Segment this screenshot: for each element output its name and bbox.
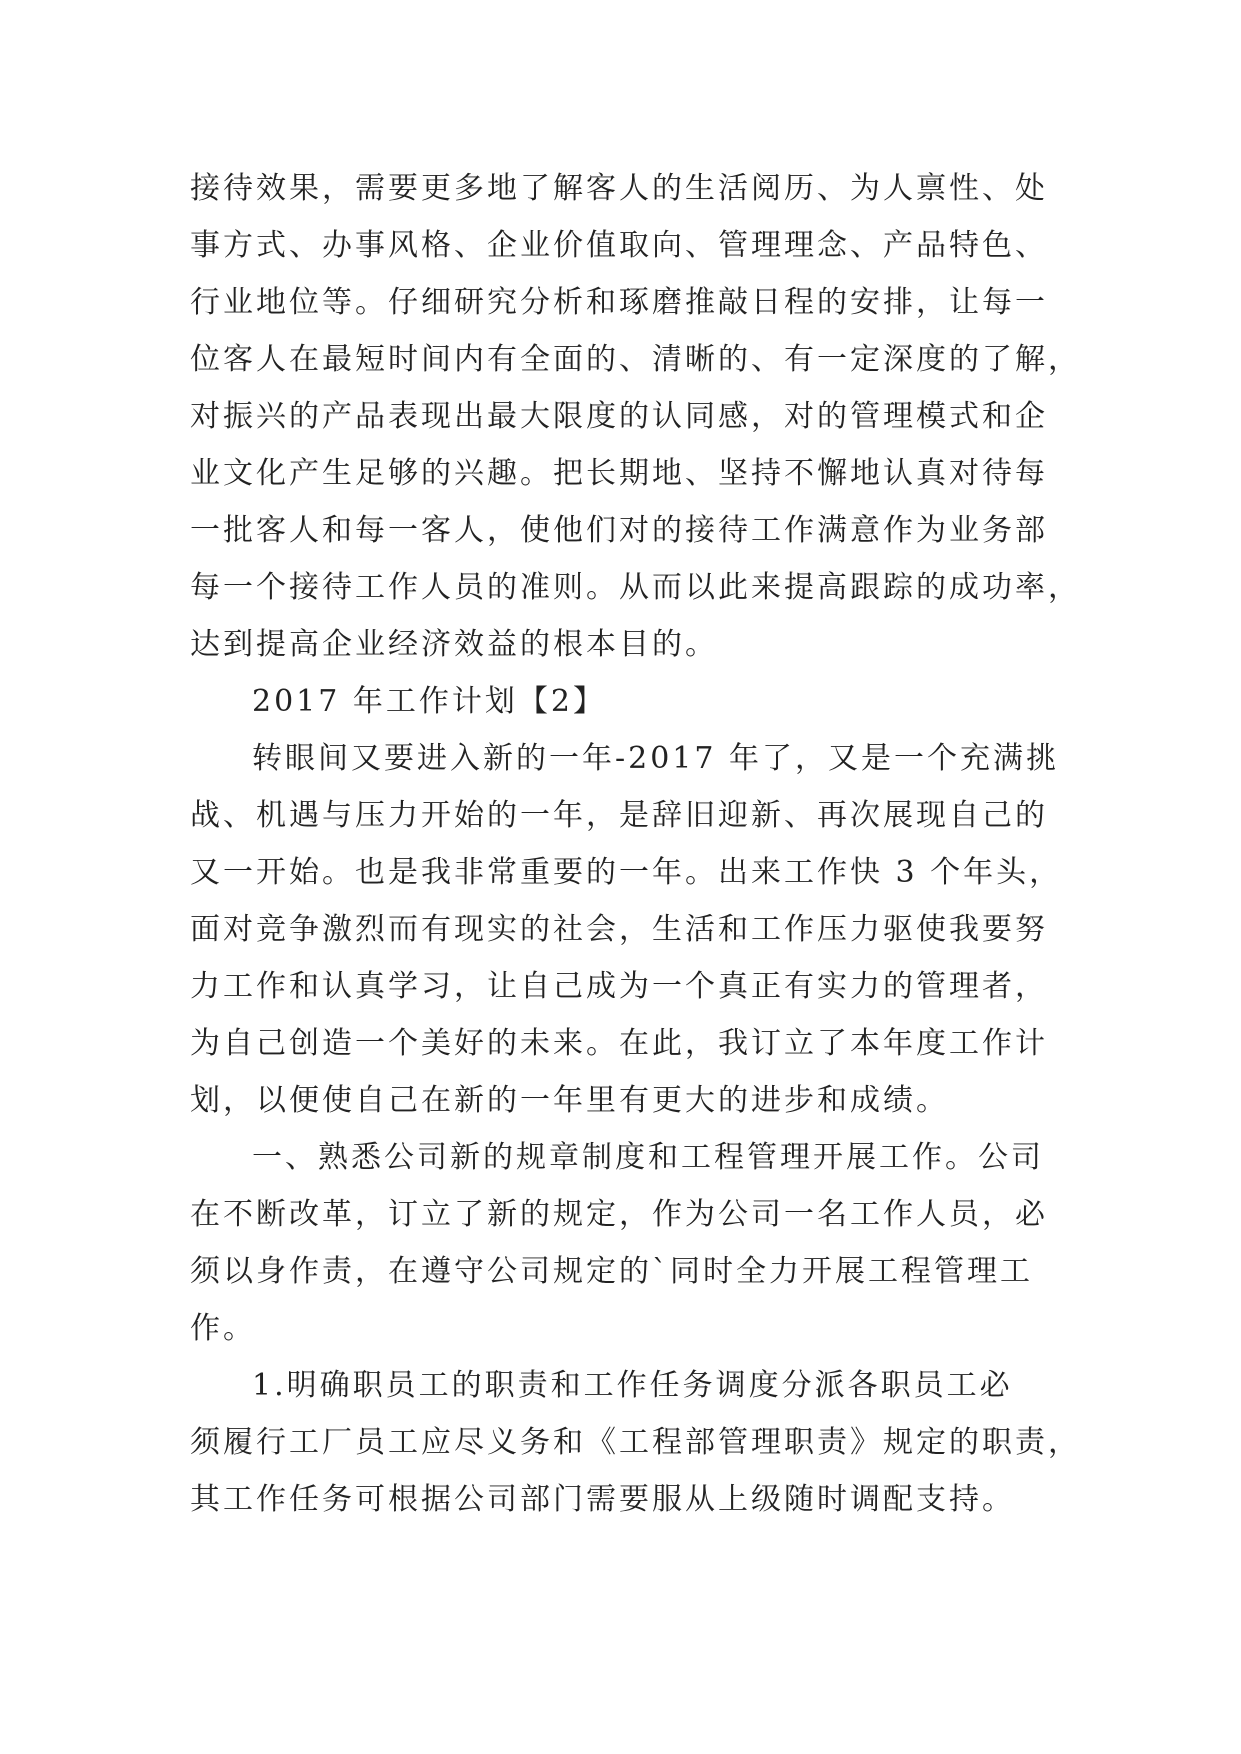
document-body (190, 160, 1081, 1528)
text-line: 作。 (190, 1311, 256, 1346)
text-line: 在不断改革，订立了新的规定，作为公司一名工作人员，必 (190, 1197, 1048, 1232)
text-line: 其工作任务可根据公司部门需要服从上级随时调配支持。 (190, 1482, 1015, 1517)
text-line: 面对竞争激烈而有现实的社会，生活和工作压力驱使我要努 (190, 912, 1048, 947)
text-line: 每一个接待工作人员的准则。从而以此来提高跟踪的成功率， (190, 570, 1081, 605)
text-line: 须以身作责，在遵守公司规定的`同时全力开展工程管理工 (190, 1254, 1033, 1289)
text-line: 业文化产生足够的兴趣。把长期地、坚持不懈地认真对待每 (190, 456, 1048, 491)
text-line: 转眼间又要进入新的一年-2017 年了，又是一个充满挑 (252, 741, 1060, 776)
text-line: 行业地位等。仔细研究分析和琢磨推敲日程的安排，让每一 (190, 285, 1048, 320)
text-line: 一、熟悉公司新的规章制度和工程管理开展工作。公司 (252, 1140, 1044, 1175)
text-line: 一批客人和每一客人，使他们对的接待工作满意作为业务部 (190, 513, 1048, 548)
text-line: 须履行工厂员工应尽义务和《工程部管理职责》规定的职责， (190, 1425, 1081, 1460)
text-line: 划，以便使自己在新的一年里有更大的进步和成绩。 (190, 1083, 949, 1118)
text-line: 位客人在最短时间内有全面的、清晰的、有一定深度的了解， (190, 342, 1081, 377)
text-line: 为自己创造一个美好的未来。在此，我订立了本年度工作计 (190, 1026, 1048, 1061)
text-line: 达到提高企业经济效益的根本目的。 (190, 627, 718, 662)
text-line: 又一开始。也是我非常重要的一年。出来工作快 3 个年头， (190, 855, 1063, 890)
text-line: 事方式、办事风格、企业价值取向、管理理念、产品特色、 (190, 228, 1048, 263)
section-heading: 2017 年工作计划【2】 (252, 684, 606, 719)
text-line: 力工作和认真学习，让自己成为一个真正有实力的管理者， (190, 969, 1048, 1004)
text-line: 战、机遇与压力开始的一年，是辞旧迎新、再次展现自己的 (190, 798, 1048, 833)
text-line: 接待效果，需要更多地了解客人的生活阅历、为人禀性、处 (190, 171, 1048, 206)
text-line: 对振兴的产品表现出最大限度的认同感，对的管理模式和企 (190, 399, 1048, 434)
text-line: 1.明确职员工的职责和工作任务调度分派各职员工必 (252, 1368, 1013, 1403)
